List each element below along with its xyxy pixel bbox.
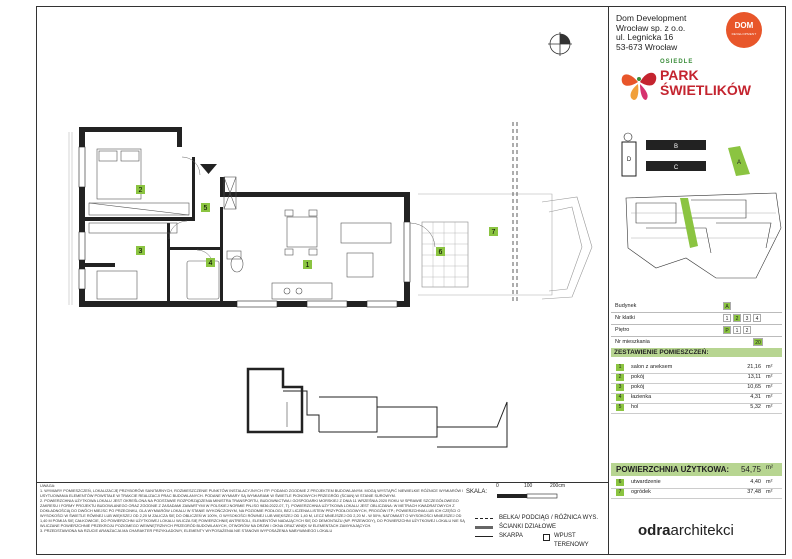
- room-area: 4,40: [750, 479, 761, 485]
- usable-area-label: POWIERZCHNIA UŻYTKOWA:: [616, 465, 730, 474]
- developer-city: 53-673 Wrocław: [616, 41, 678, 52]
- room-number: 2: [616, 374, 624, 381]
- info-cell: 3: [743, 314, 751, 322]
- room-number: 3: [616, 384, 624, 391]
- architect-logo-rest: architekci: [670, 522, 734, 539]
- note-item: 1. WYMIARY POMIESZCZEŃ, LOKALIZACJĘ PRZYBORÓW SANITARNYCH, ROZMIESZCZENIE PUNKTÓW INSTALACYJNYCH ITP. PODANO ZGODNIE Z PROJEKTEM BUDOWLANYM. MOGĄ WYSTĄPIĆ NIEWIELKIE RÓŻNICE WYMIARÓW I USYTUOWANIA ELEMENTÓW POWSTAŁE W TRAKCIE REALIZACJI PRAC BUDOWLANYCH. PODANE WYMIARY SĄ WYMIARAMI W ŚWIETLE PIONOWYCH PRZEGRÓD (ŚCIAN) W STANIE SUROWYM.: [40, 489, 464, 498]
- notes-title: UWAGA:: [40, 484, 56, 488]
- scale-bar: [466, 483, 566, 495]
- entrance-arrow-icon: [200, 164, 217, 174]
- room-label-5: 5: [203, 205, 208, 212]
- rooms-summary-title: ZESTAWIENIE POMIESZCZEŃ:: [611, 348, 782, 357]
- project-prefix: OSIEDLE: [660, 59, 694, 65]
- info-row-staircase: [611, 313, 782, 325]
- legend-item-beam: [475, 514, 598, 523]
- info-cell: 4: [753, 314, 761, 322]
- developer-street: ul. Legnicka 16: [616, 32, 674, 42]
- scale-tick: 0: [496, 483, 499, 489]
- room-row: [611, 403, 782, 414]
- north-arrow-icon: [548, 32, 572, 56]
- room-label-4: 4: [208, 260, 213, 267]
- apartment-walls: [79, 127, 410, 307]
- info-row-floor: [611, 325, 782, 337]
- scale-tick: 100: [524, 483, 533, 489]
- garden-area: [418, 122, 592, 302]
- room-name: hol: [631, 404, 639, 410]
- site-highlight: [680, 198, 698, 248]
- info-cell: 2: [733, 314, 741, 322]
- room-unit: m²: [766, 404, 773, 410]
- room-number: 1: [616, 364, 624, 371]
- usable-area-total: [611, 463, 782, 476]
- info-row-building: [611, 301, 782, 313]
- firefly-logo-icon: [618, 60, 660, 106]
- room-number: 4: [616, 394, 624, 401]
- room-label-3: 3: [138, 248, 143, 255]
- info-cell: P: [723, 326, 731, 334]
- building-label-a: A: [736, 160, 742, 166]
- developer-address: [616, 14, 686, 52]
- room-name: pokój: [631, 374, 645, 380]
- info-cell: 20: [753, 338, 763, 346]
- room-number: 7: [616, 489, 624, 496]
- note-item: 3. PRZEDSTAWIONA NA RZUCIE ARANŻACJA MA CHARAKTER PRZYKŁADOWY, ELEMENTY WYPOSAŻENIA NIE STANOWI WYPOSAŻENIA NABYWANEGO LOKALU: [40, 529, 333, 533]
- dom-development-logo: [726, 12, 762, 48]
- architect-logo-bold: odra: [638, 522, 671, 539]
- note-item: 2. POWIERZCHNIA UŻYTKOWA LOKALU JEST OKREŚLONA NA PODSTAWIE ROZPORZĄDZENIA MINISTRA TRANSPORTU, BUDOWNICTWA I GOSPODARKI MORSKIEJ Z DNIA 11 WRZEŚNIA 2020 ROKU W SPRAWIE SZCZEGÓŁOWEGO ZAKRESU I FORMY PROJEKTU BUDOWLANEGO ORAZ ZGODNIE Z ZASADAMI ZAWARTYMI W POLSKIEJ NORMIE PN-ISO 9836:2022-07, T). POWIERZCHNIA UŻYTKOWA LOKALU JEST OBLICZANA: W METRACH KWADRATOWYCH Z DOKŁADNOŚCIĄ DO DWÓCH MIEJSC PO PRZECINKU, DLA WYMIARÓW LOKALU W STANIE WYKOŃCZONYM, NA POZIOMIE PODŁOGI, BEZ LICZENIA LISTEW PRZYPODŁOGOWYCH, PROGÓW ITP.; POWIERZCHNIA LUB ICH CZĘŚCI O WYSOKOŚCI W ŚWIETLE RÓWNEJ LUB WIĘKSZEJ OD 2,20 M ZALICZA SIĘ DO OBLICZEŃ W 100%, O WYSOKOŚCI RÓWNEJ LUB WIĘKSZEJ OD 1,40 M, LECZ MNIEJSZEJ OD 2,20 M - W 50%, NATOMIAST O WYSOKOŚCI MNIEJSZEJ OD 1,40 M POMIJA SIĘ CAŁKOWICIE, DO POWIERZCHNI UŻYTKOWEJ LOKALU WLICZA SIĘ POWIERZCHNIĘ ANTRESOLI, ELEMENTÓW NADAJĄCYCH SIĘ DO DEMONTAŻU (NP. PRZEWODY), DO POWIERZCHNI UŻYTKOWEJ LOKALU NIE SĄ WLICZANE POWIERZCHNIE PRZEKROJU POZIOMEGO WEWNĘTRZNYCH PRZEGRÓD BUDOWLANYCH, OTWORÓW NA DRZWI I OKNA ORAZ WNĘK W ELEMENTACH ZAMYKAJĄCYCH.: [40, 499, 465, 528]
- drain-icon: [543, 534, 550, 541]
- room-area: 13,11: [747, 374, 761, 380]
- info-cell: A: [723, 302, 731, 310]
- windows: [79, 147, 410, 307]
- info-label: Budynek: [615, 303, 637, 309]
- legend-label: SKARPA: [499, 533, 523, 539]
- building-label-c: C: [673, 165, 679, 171]
- scale-tick: 200cm: [550, 483, 566, 489]
- floor-plan: [37, 7, 607, 483]
- room-name: salon z aneksem: [631, 364, 673, 370]
- room-unit: m²: [766, 374, 773, 380]
- project-name-line2: ŚWIETLIKÓW: [660, 82, 751, 98]
- developer-name: Dom Development: [616, 13, 687, 23]
- sheet-divider-vertical: [608, 6, 609, 555]
- room-area: 21,16: [747, 364, 761, 370]
- room-area: 37,48: [747, 489, 761, 495]
- room-name: pokój: [631, 384, 645, 390]
- room-area: 10,65: [747, 384, 761, 390]
- info-cell: 2: [743, 326, 751, 334]
- room-name: łazienka: [631, 394, 652, 400]
- room-name: utwardzenie: [631, 479, 661, 485]
- room-unit: m²: [766, 394, 773, 400]
- info-label: Piętro: [615, 327, 630, 333]
- legend-label: BELKA/ PODCIĄG / RÓŻNICA WYS.: [499, 515, 599, 521]
- legend-item-partitions: [475, 523, 598, 532]
- notes-section: [40, 484, 465, 534]
- site-plan: [616, 128, 784, 298]
- legend-swatch: [475, 518, 493, 519]
- architect-logo: [638, 522, 734, 539]
- building-key-plan: [248, 369, 507, 447]
- dom-logo-sub: DEVELOPMENT: [731, 32, 757, 36]
- room-label-7: 7: [491, 229, 496, 236]
- usable-area-value: 54,75: [740, 465, 761, 474]
- room-number: 6: [616, 479, 624, 486]
- developer-company: Wrocław sp. z o.o.: [616, 22, 686, 33]
- room-unit: m²: [766, 364, 773, 370]
- extra-area-row: [611, 488, 782, 499]
- room-unit: m²: [766, 384, 773, 390]
- room-area: 4,31: [750, 394, 761, 400]
- room-area: 5,32: [750, 404, 761, 410]
- legend: [475, 514, 599, 548]
- room-unit: m²: [766, 489, 773, 495]
- legend-label-drain: WPUST TERENOWY: [554, 533, 589, 548]
- info-cell: 1: [723, 314, 731, 322]
- exterior-hatching: [69, 132, 72, 305]
- info-label: Nr klatki: [615, 315, 635, 321]
- room-number: 5: [616, 404, 624, 411]
- legend-item-slope: [475, 532, 598, 548]
- site-plan-drawing: [626, 193, 781, 278]
- legend-swatch: [475, 526, 493, 529]
- info-label: Nr mieszkania: [615, 339, 650, 345]
- room-name: ogródek: [631, 489, 651, 495]
- furniture: [89, 149, 391, 299]
- room-label-6: 6: [438, 249, 443, 256]
- dom-logo-text: DOM: [734, 21, 754, 30]
- project-name-line1: PARK: [660, 67, 699, 83]
- building-label-d: D: [626, 157, 632, 163]
- info-cell: 1: [733, 326, 741, 334]
- room-label-1: 1: [305, 262, 310, 269]
- building-label-b: B: [673, 144, 679, 150]
- scale-bar-graphic: [496, 493, 576, 503]
- apartment-info-table: [611, 301, 782, 349]
- scale-label: SKALA:: [466, 489, 488, 495]
- room-unit: m²: [766, 479, 773, 485]
- legend-swatch: [475, 536, 493, 537]
- legend-label: ŚCIANKI DZIAŁOWE: [499, 524, 557, 530]
- building-diagram: [622, 133, 750, 176]
- site-north-icon: [624, 133, 632, 141]
- room-label-2: 2: [138, 187, 143, 194]
- usable-area-unit: m²: [766, 465, 773, 471]
